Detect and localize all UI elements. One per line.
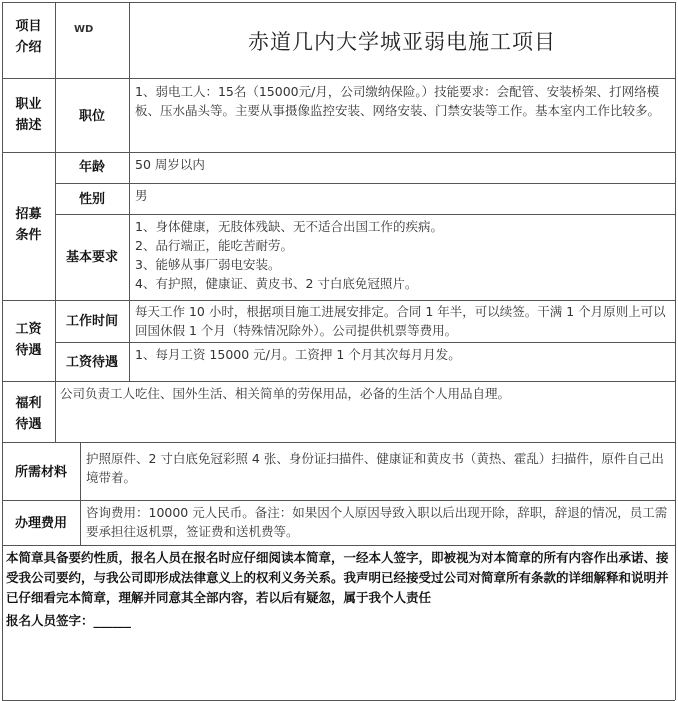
section-label-recruit: 招募 条件 xyxy=(15,207,42,243)
section-label-wage: 工资 待遇 xyxy=(15,322,42,358)
project-code: WD xyxy=(74,24,94,35)
field-label-work-time: 工作时间 xyxy=(65,314,118,329)
field-label-gender: 性别 xyxy=(78,192,105,207)
list-item: 4、有护照，健康证、黄皮书、2 寸白底免冠照片。 xyxy=(135,276,418,291)
field-label-basic-requirements: 基本要求 xyxy=(65,250,118,265)
list-item: 1、身体健康，无肢体残缺、无不适合出国工作的疾病。 xyxy=(135,219,443,234)
section-label-job: 职业 描述 xyxy=(15,97,42,133)
fees-text: 咨询费用：10000 元人民币。备注：如果因个人原因导致入职以后出现开除，辞职，辞退的情况，员工需要承担往返机票，签证费和送机费等。 xyxy=(86,505,668,539)
materials-text: 护照原件、2 寸白底免冠彩照 4 张、身份证扫描件、健康证和黄皮书（黄热、霍乱）扫描件，原件自己出境带着。 xyxy=(86,451,664,485)
declaration-text: 本简章具备要约性质，报名人员在报名时应仔细阅读本简章，一经本人签字，即被视为对本简章的所有内容作出承诺、接受我公司要约，与我公司即形成法律意义上的权利义务关系。我声明已经接受过公司对简章所有条款的详细解释和说明并已仔细看完本简章，理解并同意其全部内容，若以后有疑忽，属于我个人责任 xyxy=(6,550,669,605)
field-label-wage: 工资待遇 xyxy=(65,355,118,370)
list-item: 2、品行端正，能吃苦耐劳。 xyxy=(135,238,293,253)
list-item: 3、能够从事厂弱电安装。 xyxy=(135,257,281,272)
field-label-materials: 所需材料 xyxy=(14,465,67,480)
field-label-fees: 办理费用 xyxy=(14,516,67,531)
position-description: 1、弱电工人：15名（15000元/月，公司缴纳保险。）技能要求：会配管、安装桥架、打网络模板、压水晶头等。主要从事摄像监控安装、网络安装、门禁安装等工作。基本室内工作比较多。 xyxy=(135,84,661,118)
field-label-age: 年龄 xyxy=(78,160,105,175)
welfare-text: 公司负责工人吃住、国外生活、相关简单的劳保用品，必备的生活个人用品自理。 xyxy=(60,386,511,401)
wage-text: 1、每月工资 15000 元/月。工资押 1 个月其次每月月发。 xyxy=(135,347,461,362)
page-title: 赤道几内大学城亚弱电施工项目 xyxy=(248,30,556,54)
section-label-welfare: 福利 待遇 xyxy=(15,396,42,432)
work-time-text: 每天工作 10 小时，根据项目施工进展安排定。合同 1 年半，可以续签。干满 1 个月原则上可以回国休假 1 个月（特殊情况除外）。公司提供机票等费用。 xyxy=(135,304,666,338)
requirements-list xyxy=(135,217,670,293)
gender-value: 男 xyxy=(135,188,148,203)
field-label-position: 职位 xyxy=(78,109,105,124)
signature-line: 报名人员签字：______ xyxy=(6,613,132,628)
section-label-project: 项目 介绍 xyxy=(15,19,42,55)
age-value: 50 周岁以内 xyxy=(135,157,205,172)
